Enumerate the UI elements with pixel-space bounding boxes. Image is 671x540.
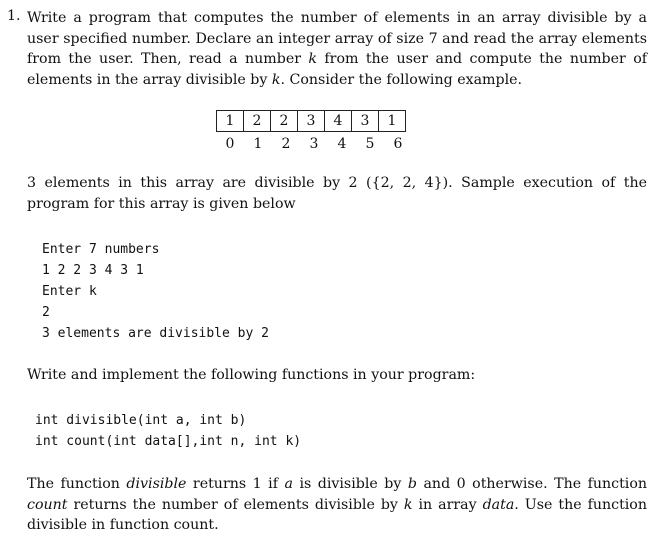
- functions-instruction: Write and implement the following functions in your program:: [27, 367, 476, 383]
- console-line: 3 elements are divisible by 2: [42, 326, 269, 341]
- example-explanation: 3 elements in this array are divisible by 2 ({2, 2, 4}). Sample execution of the program for this array is given below: [27, 175, 647, 212]
- function-signature: int divisible(int a, int b): [35, 413, 247, 428]
- function-signatures: [35, 410, 301, 452]
- array-index: 1: [253, 136, 263, 152]
- array-cell: 4: [325, 111, 352, 132]
- problem-intro: [27, 8, 647, 90]
- array-cell: 2: [244, 111, 271, 132]
- problem-number: 1.: [7, 8, 21, 24]
- console-line: Enter 7 numbers: [42, 242, 160, 257]
- desc-var-k: k: [403, 496, 413, 513]
- array-cell: 2: [271, 111, 298, 132]
- array-table: [216, 110, 406, 132]
- array-index: 6: [393, 136, 403, 152]
- desc-text: returns 1 if: [186, 476, 285, 492]
- desc-text: is divisible by: [292, 476, 408, 492]
- intro-part-3: . Consider the following example.: [280, 71, 523, 88]
- array-index: 4: [337, 136, 347, 152]
- array-cell: 3: [352, 111, 379, 132]
- array-index: 2: [281, 136, 291, 152]
- desc-text: in array: [412, 496, 483, 513]
- desc-func-count: count: [27, 496, 68, 513]
- example-array: [216, 110, 412, 152]
- console-line: 2: [42, 305, 50, 320]
- desc-text: . Use the function divisible in function count.: [27, 496, 647, 534]
- desc-var-data: data: [482, 496, 515, 513]
- desc-text: The function: [27, 476, 127, 492]
- desc-func-divisible: divisible: [126, 476, 187, 492]
- array-cell: 3: [298, 111, 325, 132]
- array-values-row: [217, 111, 406, 132]
- desc-text: returns the number of elements divisible by: [67, 496, 404, 513]
- function-signature: int count(int data[],int n, int k): [35, 434, 302, 449]
- intro-var-k: k: [308, 51, 318, 68]
- desc-var-a: a: [284, 476, 293, 492]
- array-index: 5: [365, 136, 375, 152]
- array-cell: 1: [379, 111, 406, 132]
- console-line: 1 2 2 3 4 3 1: [42, 263, 144, 278]
- desc-var-b: b: [407, 476, 417, 492]
- array-cell: 1: [217, 111, 244, 132]
- problem-statement: [7, 8, 647, 90]
- intro-part-2: from the user and compute the number of elements in the array divisible by: [27, 51, 648, 88]
- array-index-row: [216, 136, 412, 152]
- function-description: [27, 474, 647, 536]
- sample-execution: [42, 239, 269, 344]
- intro-var-k-2: k: [271, 71, 281, 88]
- desc-text: and 0 otherwise. The function: [416, 476, 647, 492]
- array-index: 3: [309, 136, 319, 152]
- console-line: Enter k: [42, 284, 97, 299]
- intro-part-1: Write a program that computes the number of elements in an array divisible by a user specified number. Declare an integer array of size 7 and read the array elements from the user. Then, read a number: [27, 10, 647, 68]
- array-index: 0: [225, 136, 235, 152]
